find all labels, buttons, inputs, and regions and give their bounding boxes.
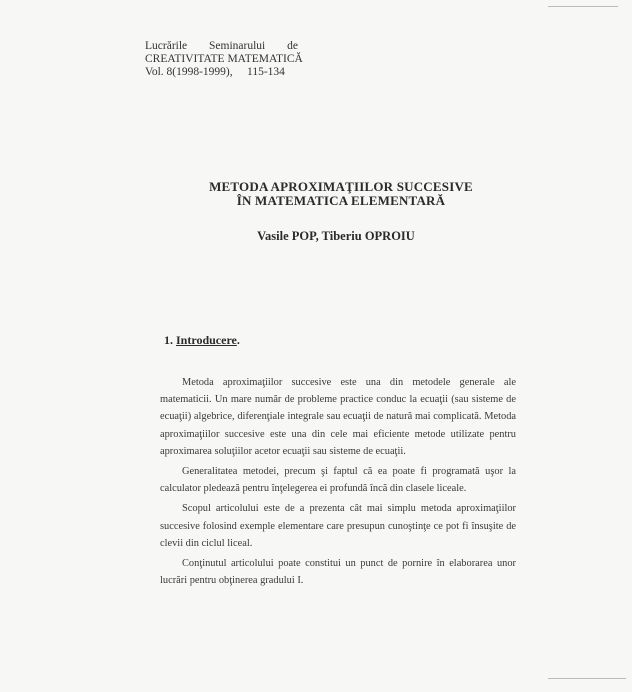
journal-volume-line: Vol. 8(1998-1999), 115-134 xyxy=(145,66,285,78)
paper-authors: Vasile POP, Tiberiu OPROIU xyxy=(257,229,415,243)
scan-edge-mark-bottom xyxy=(548,678,626,679)
paragraph: Conţinutul articolului poate constitui un punct de pornire în elaborarea unor lucrări pentru obţinerea gradului I. xyxy=(160,558,516,587)
paper-title-line-2: ÎN MATEMATICA ELEMENTARĂ xyxy=(236,193,446,208)
paragraph: Metoda aproximaţiilor succesive este una din metodele generale ale matematicii. Un mare număr de probleme practice conduc la ecuaţii (sau sisteme de ecuaţii) algebrice, diferenţiale integrale sau ecuaţii de natură mai complicată. Metoda aproximaţiilor succesive este una din cele mai eficiente metode utilizate pentru aproximarea soluţiilor acetor ecuaţii sau sisteme de ecuaţii. xyxy=(160,377,516,457)
journal-reference xyxy=(145,40,303,79)
journal-word: Seminarului xyxy=(209,40,266,52)
paragraph: Generalitatea metodei, precum şi faptul că ea poate fi programată uşor la calculator pledează pentru înţelegerea ei profundă încă din clasele liceale. xyxy=(160,466,516,495)
section-body xyxy=(160,374,516,592)
journal-subtitle-line: CREATIVITATE MATEMATICĂ xyxy=(145,53,303,65)
paper-title-line-1: METODA APROXIMAŢIILOR SUCCESIVE xyxy=(209,179,473,194)
section-heading xyxy=(164,333,240,348)
section-title: Introducere xyxy=(176,333,237,347)
paper-title xyxy=(0,180,632,208)
section-number: 1. xyxy=(164,333,173,347)
scan-edge-mark-top-right xyxy=(548,6,618,7)
paragraph: Scopul articolului este de a prezenta cât mai simplu metoda aproximaţiilor succesive folosind exemple elementare care presupun cunoştinţe ce pot fi însuşite de clevii din ciclul liceal. xyxy=(160,503,516,549)
section-period: . xyxy=(236,333,240,347)
journal-name-line xyxy=(145,40,298,53)
journal-word: de xyxy=(287,40,298,52)
journal-word: Lucrările xyxy=(145,40,188,52)
